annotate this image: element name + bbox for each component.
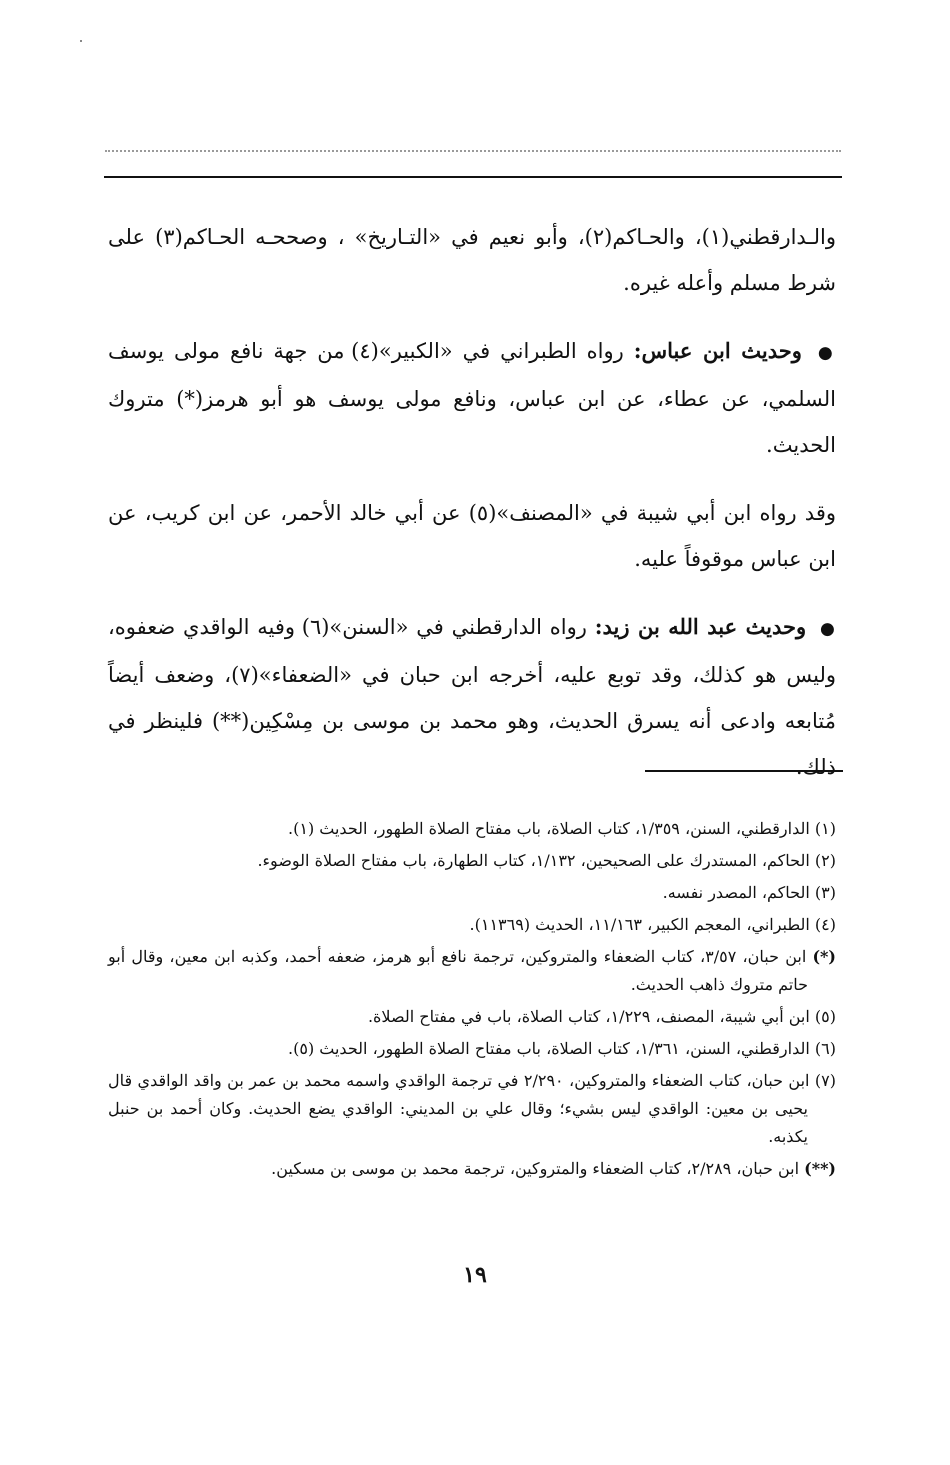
footnote-star: (*) ابن حبان، ٣/٥٧، كتاب الضعفاء والمتروكين، ترجمة نافع أبو هرمز، ضعفه أحمد، وكذبه ابن معين، وقال أبو حاتم متروك ذاهب الحديث. [108,947,836,994]
header-rule [104,176,842,178]
paragraph-4-lead: وحديث عبد الله بن زيد: [594,614,807,639]
paragraph-4 [108,604,836,790]
paragraph-2 [108,328,836,468]
paragraph-2-lead: وحديث ابن عباس: [633,338,802,363]
paragraph-1: والـدارقطني(١)، والحـاكم(٢)، وأبو نعيم في «التـاريخ» ، وصححـه الحـاكم(٣) على شرط مسلم وأعله غيره. [108,225,836,295]
footnote-4: (٤) الطبراني، المعجم الكبير، ١١/١٦٣، الحديث (١١٣٦٩). [469,915,836,934]
footnote-5: (٥) ابن أبي شيبة، المصنف، ١/٢٢٩، كتاب الصلاة، باب في مفتاح الصلاة. [367,1007,836,1026]
paragraph-3: وقد رواه ابن أبي شيبة في «المصنف»(٥) عن أبي خالد الأحمر، عن ابن كريب، عن ابن عباس موقوفاً عليه. [108,501,837,571]
paragraph-2-text: رواه الطبراني في «الكبير»(٤) من جهة نافع مولى يوسف السلمي، عن عطاء، عن ابن عباس، ونافع مولى يوسف هو أبو هرمز(*) متروك الحديث. [108,339,836,457]
header-dotted-line [105,150,841,152]
bullet-icon: ● [820,619,837,639]
page-number: ١٩ [463,1262,487,1288]
footnote-6: (٦) الدارقطني، السنن، ١/٣٦١، كتاب الصلاة، باب مفتاح الصلاة الطهور، الحديث (٥). [288,1039,836,1058]
bullet-icon: ● [817,343,836,363]
footnote-1: (١) الدارقطني، السنن، ١/٣٥٩، كتاب الصلاة، باب مفتاح الصلاة الطهور، الحديث (١). [288,819,836,838]
footnote-7: (٧) ابن حبان، كتاب الضعفاء والمتروكين، ٢/٢٩٠ في ترجمة الواقدي واسمه محمد بن عمر بن واقد الواقدي قال يحيى بن معين: الواقدي ليس بشيء؛ وقال علي بن المديني: الواقدي يضع الحديث. وكان أحمد بن حنبل يكذبه. [108,1071,836,1146]
footnotes [108,815,836,1187]
paragraph-4-text: رواه الدارقطني في «السنن»(٦) وفيه الواقدي ضعفوه، وليس هو كذلك، وقد توبع عليه، أخرجه ابن حبان في «الضعفاء»(٧)، وضعف أيضاً مُتابعه وادعى أنه يسرق الحديث، وهو محمد بن موسى بن مِسْكِين(**) فلينظر في ذلك. [108,615,837,779]
footnote-double-star: (**) ابن حبان، ٢/٢٨٩، كتاب الضعفاء والمتروكين، ترجمة محمد بن موسى بن مسكين. [271,1159,836,1178]
footnote-3: (٣) الحاكم، المصدر نفسه. [662,883,836,902]
footnote-separator [645,770,843,772]
footnote-2: (٢) الحاكم، المستدرك على الصحيحين، ١/١٣٢، كتاب الطهارة، باب مفتاح الصلاة الوضوء. [257,851,836,870]
main-text [108,214,836,812]
scan-speck [80,40,82,42]
